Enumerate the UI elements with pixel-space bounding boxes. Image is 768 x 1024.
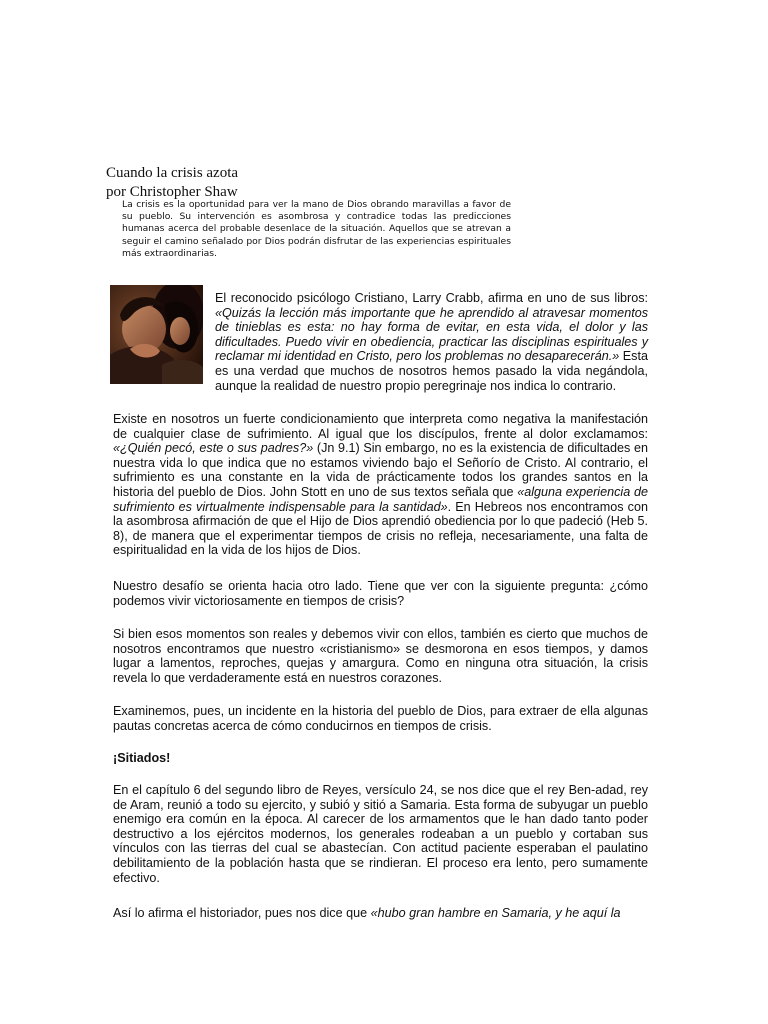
- p1-text-c: . En Hebreos nos encontramos con la asombrosa afirmación de que el Hijo de Dios aprendió obediencia por lo que padeció (Heb 5. 8), de manera que el experimentar tiempos de crisis no refleja, necesariamente, una falta de espiritualidad en la vida de los hijos de Dios.: [113, 499, 648, 558]
- p1-text-b: (Jn 9.1) Sin embargo, no es la existencia de dificultades en nuestra vida lo que indica que no estamos viviendo bajo el Señorío de Cristo. Al contrario, el sufrimiento es una constante en la vida de prácticamente todos los grandes santos en la historia del pueblo de Dios. John Stott en uno de sus textos señala que: [113, 441, 648, 499]
- paragraph-desafio: Nuestro desafío se orienta hacia otro lado. Tiene que ver con la siguiente pregunta: ¿cómo podemos vivir victoriosamente en tiempos de crisis?: [113, 579, 648, 608]
- paragraph-momentos: Si bien esos momentos son reales y debemos vivir con ellos, también es cierto que muchos de nosotros encontramos que nuestro «cristianismo» se desmorona en esos tiempos, y damos lugar a lamentos, reproches, quejas y amargura. Como en ninguna otra situación, la crisis revela lo que verdaderamente está en nuestros corazones.: [113, 627, 648, 685]
- p6-text: Así lo afirma el historiador, pues nos dice que: [113, 906, 371, 920]
- p1-quote-2: «alguna experiencia de sufrimiento es virtualmente indispensable para la santidad»: [113, 484, 648, 514]
- paragraph-historiador: [113, 906, 648, 921]
- paragraph-condicionamiento: [113, 412, 648, 558]
- paragraph-reyes: En el capítulo 6 del segundo libro de Reyes, versículo 24, se nos dice que el rey Ben-adad, rey de Aram, reunió a todo su ejercito, y subió y sitió a Samaria. Esta forma de subyugar un pueblo enemigo era común en la época. Al carecer de los armamentos que le han dado tanto poder destructivo a los ejércitos modernos, los generales rodeaban a un pueblo y cortaban sus vínculos con las tierras del cual se abastecían. Con actitud paciente esperaban el paulatino debilitamiento de la población hasta que se rindieran. El proceso era lento, pero sumamente efectivo.: [113, 783, 648, 885]
- praying-couple-photo: [110, 285, 203, 384]
- intro-paragraph: [215, 291, 648, 393]
- article-summary: La crisis es la oportunidad para ver la mano de Dios obrando maravillas a favor de su pueblo. Su intervención es asombrosa y contradice todas las predicciones humanas acerca del probable desenlace de la situación. Aquellos que se atrevan a seguir el camino señalado por Dios podrán disfrutar de las experiencias espirituales más extraordinarias.: [122, 199, 511, 259]
- intro-tail: Esta es una verdad que muchos de nosotros hemos pasado la vida negándola, aunque la realidad de nuestro propio peregrinaje nos indica lo contrario.: [215, 349, 648, 393]
- section-heading: ¡Sitiados!: [113, 751, 171, 765]
- praying-couple-image: [110, 285, 203, 384]
- article-header: [106, 164, 238, 202]
- paragraph-examinemos: Examinemos, pues, un incidente en la historia del pueblo de Dios, para extraer de ella algunas pautas concretas acerca de cómo conducirnos en tiempos de crisis.: [113, 704, 648, 733]
- p6-quote: «hubo gran hambre en Samaria, y he aquí la: [370, 906, 621, 920]
- p1-text-a: Existe en nosotros un fuerte condicionamiento que interpreta como negativa la manifestación de cualquier clase de sufrimiento. Al igual que los discípulos, frente al dolor exclamamos:: [113, 412, 648, 441]
- p1-quote-1: «¿Quién pecó, este o sus padres?»: [113, 441, 314, 456]
- intro-quote: «Quizás la lección más importante que he aprendido al atravesar momentos de tinieblas es esta: no hay forma de evitar, en esta vida, el dolor y las dificultades. Puedo vivir en obediencia, practicar las disciplinas espirituales y reclamar mi identidad en Cristo, pero los problemas no desaparecerán.»: [215, 305, 648, 364]
- article-title: Cuando la crisis azota: [106, 165, 239, 181]
- intro-lead: El reconocido psicólogo Cristiano, Larry Crabb, afirma en uno de sus libros:: [215, 291, 648, 305]
- article-byline: por Christopher Shaw: [106, 184, 238, 200]
